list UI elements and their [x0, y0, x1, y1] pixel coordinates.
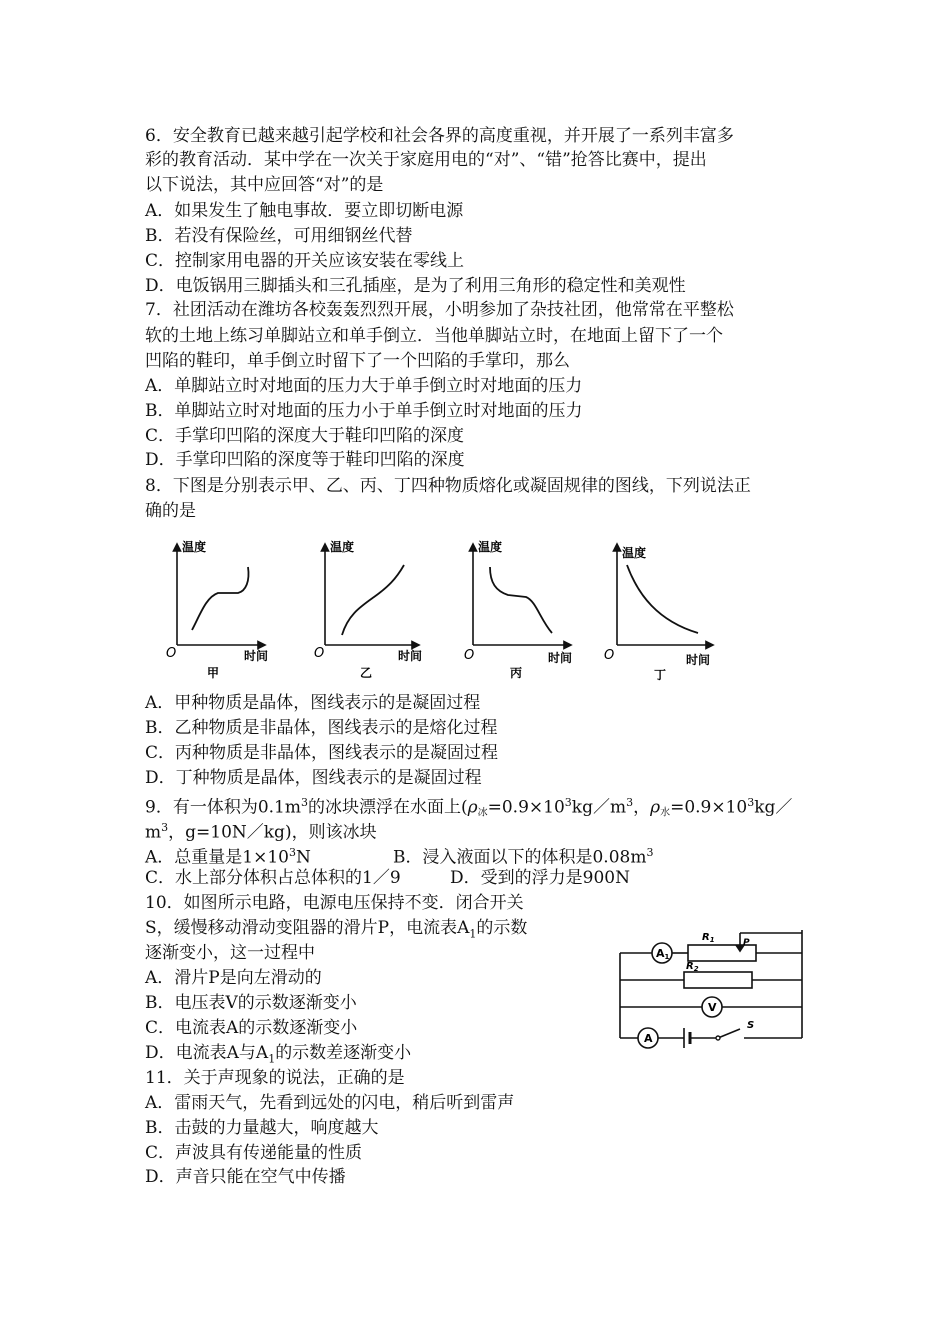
graph-ylabel: 温度: [182, 540, 207, 554]
q7-option-c: C．手掌印凹陷的深度大于鞋印凹陷的深度: [145, 426, 465, 446]
q7-stem-line-2: 软的土地上练习单脚站立和单手倒立．当他单脚站立时，在地面上留下了一个: [145, 326, 723, 346]
switch-s-label: S: [747, 1020, 755, 1031]
graph-ding: [600, 535, 730, 685]
circuit-diagram: [610, 925, 810, 1055]
q9-option-b: B．浸入液面以下的体积是$0.08m^3$: [393, 846, 654, 868]
q11-stem: 11．关于声现象的说法，正确的是: [145, 1068, 405, 1088]
curve: [627, 565, 698, 633]
q6-stem-line-3: 以下说法，其中应回答“对”的是: [145, 175, 384, 195]
q9-option-d: D．受到的浮力是900N: [450, 868, 630, 888]
q6-option-c: C．控制家用电器的开关应该安装在零线上: [145, 251, 465, 271]
q10-stem-line-1: 10．如图所示电路，电源电压保持不变．闭合开关: [145, 893, 524, 913]
graph-xlabel: 时间: [398, 649, 423, 663]
graph-yi: [308, 535, 438, 685]
q9-stem-line-1: 9．有一体积为$0.1m^3$的冰块漂浮在水面上(ρ冰$=0.9\times 10^3kg/m^3$，ρ水$=0.9\times 10^3kg/$: [145, 796, 793, 819]
graph-ylabel: 温度: [330, 540, 355, 554]
slider-p-label: P: [743, 938, 750, 948]
q11-option-d: D．声音只能在空气中传播: [145, 1167, 346, 1187]
graph-ylabel: 温度: [478, 540, 503, 554]
curve: [192, 567, 249, 630]
q7-option-a: A．单脚站立时对地面的压力大于单手倒立时对地面的压力: [145, 376, 583, 396]
q7-option-d: D．手掌印凹陷的深度等于鞋印凹陷的深度: [145, 450, 465, 470]
graph-origin: O: [604, 648, 615, 663]
q7-stem-line-1: 7．社团活动在潍坊各校轰轰烈烈开展，小明参加了杂技社团，他常常在平整松: [145, 300, 734, 320]
voltmeter-v-label: V: [708, 1001, 717, 1014]
q8-option-c: C．丙种物质是非晶体，图线表示的是凝固过程: [145, 743, 499, 763]
curve: [490, 567, 552, 633]
q11-option-b: B．击鼓的力量越大，响度越大: [145, 1118, 379, 1138]
q8-option-b: B．乙种物质是非晶体，图线表示的是熔化过程: [145, 718, 498, 738]
graph-ylabel: 温度: [622, 546, 647, 560]
q11-option-c: C．声波具有传递能量的性质: [145, 1143, 363, 1163]
q10-stem-line-2: S，缓慢移动滑动变阻器的滑片P，电流表$A_1$的示数: [145, 918, 528, 941]
q9-option-c: C．水上部分体积占总体积的1／9: [145, 868, 401, 888]
q10-stem-line-3: 逐渐变小，这一过程中: [145, 943, 315, 963]
graph-xlabel: 时间: [548, 651, 573, 665]
graph-jia: [160, 535, 290, 685]
q6-option-a: A．如果发生了触电事故．要立即切断电源: [145, 201, 464, 221]
graph-xlabel: 时间: [244, 649, 269, 663]
q8-option-a: A．甲种物质是晶体，图线表示的是凝固过程: [145, 693, 481, 713]
q10-option-b: B．电压表V的示数逐渐变小: [145, 993, 357, 1013]
graph-caption: 丙: [510, 666, 523, 680]
graph-bing: [456, 535, 586, 685]
q9-stem-line-2: $m^3$，g=10N／kg)，则该冰块: [145, 821, 377, 843]
q6-option-b: B．若没有保险丝，可用细钢丝代替: [145, 226, 413, 246]
graph-xlabel: 时间: [686, 653, 711, 667]
resistor-r2: [684, 972, 752, 988]
curve: [342, 565, 404, 635]
q11-option-a: A．雷雨天气，先看到远处的闪电，稍后听到雷声: [145, 1093, 515, 1113]
q6-option-d: D．电饭锅用三脚插头和三孔插座，是为了利用三角形的稳定性和美观性: [145, 276, 686, 296]
r2-label: $R_2$: [686, 961, 699, 973]
q8-stem-line-2: 确的是: [145, 501, 196, 521]
ammeter-a1-label: A1: [656, 947, 670, 961]
q7-stem-line-3: 凹陷的鞋印，单手倒立时留下了一个凹陷的手掌印，那么: [145, 351, 570, 371]
q10-option-c: C．电流表A的示数逐渐变小: [145, 1018, 358, 1038]
q6-stem-line-1: 6．安全教育已越来越引起学校和社会各界的高度重视，并开展了一系列丰富多: [145, 126, 734, 146]
q10-option-a: A．滑片P是向左滑动的: [145, 968, 322, 988]
graph-caption: 甲: [207, 666, 220, 680]
q8-option-d: D．丁种物质是晶体，图线表示的是凝固过程: [145, 768, 482, 788]
graph-origin: O: [314, 646, 325, 661]
graph-origin: O: [464, 648, 475, 663]
q7-option-b: B．单脚站立时对地面的压力小于单手倒立时对地面的压力: [145, 401, 583, 421]
q8-stem-line-1: 8．下图是分别表示甲、乙、丙、丁四种物质熔化或凝固规律的图线，下列说法正: [145, 476, 751, 496]
ammeter-a-label: A: [644, 1032, 653, 1045]
graph-origin: O: [166, 646, 177, 661]
q6-stem-line-2: 彩的教育活动．某中学在一次关于家庭用电的“对”、“错”抢答比赛中，提出: [145, 150, 707, 170]
r1-label: $R_1$: [702, 932, 715, 944]
graph-caption: 乙: [360, 666, 373, 680]
graph-caption: 丁: [654, 668, 667, 682]
q9-option-a: A．总重量是$1\times 10^3N$: [145, 846, 311, 868]
q10-option-d: D．电流表A与$A_1$的示数差逐渐变小: [145, 1043, 412, 1066]
